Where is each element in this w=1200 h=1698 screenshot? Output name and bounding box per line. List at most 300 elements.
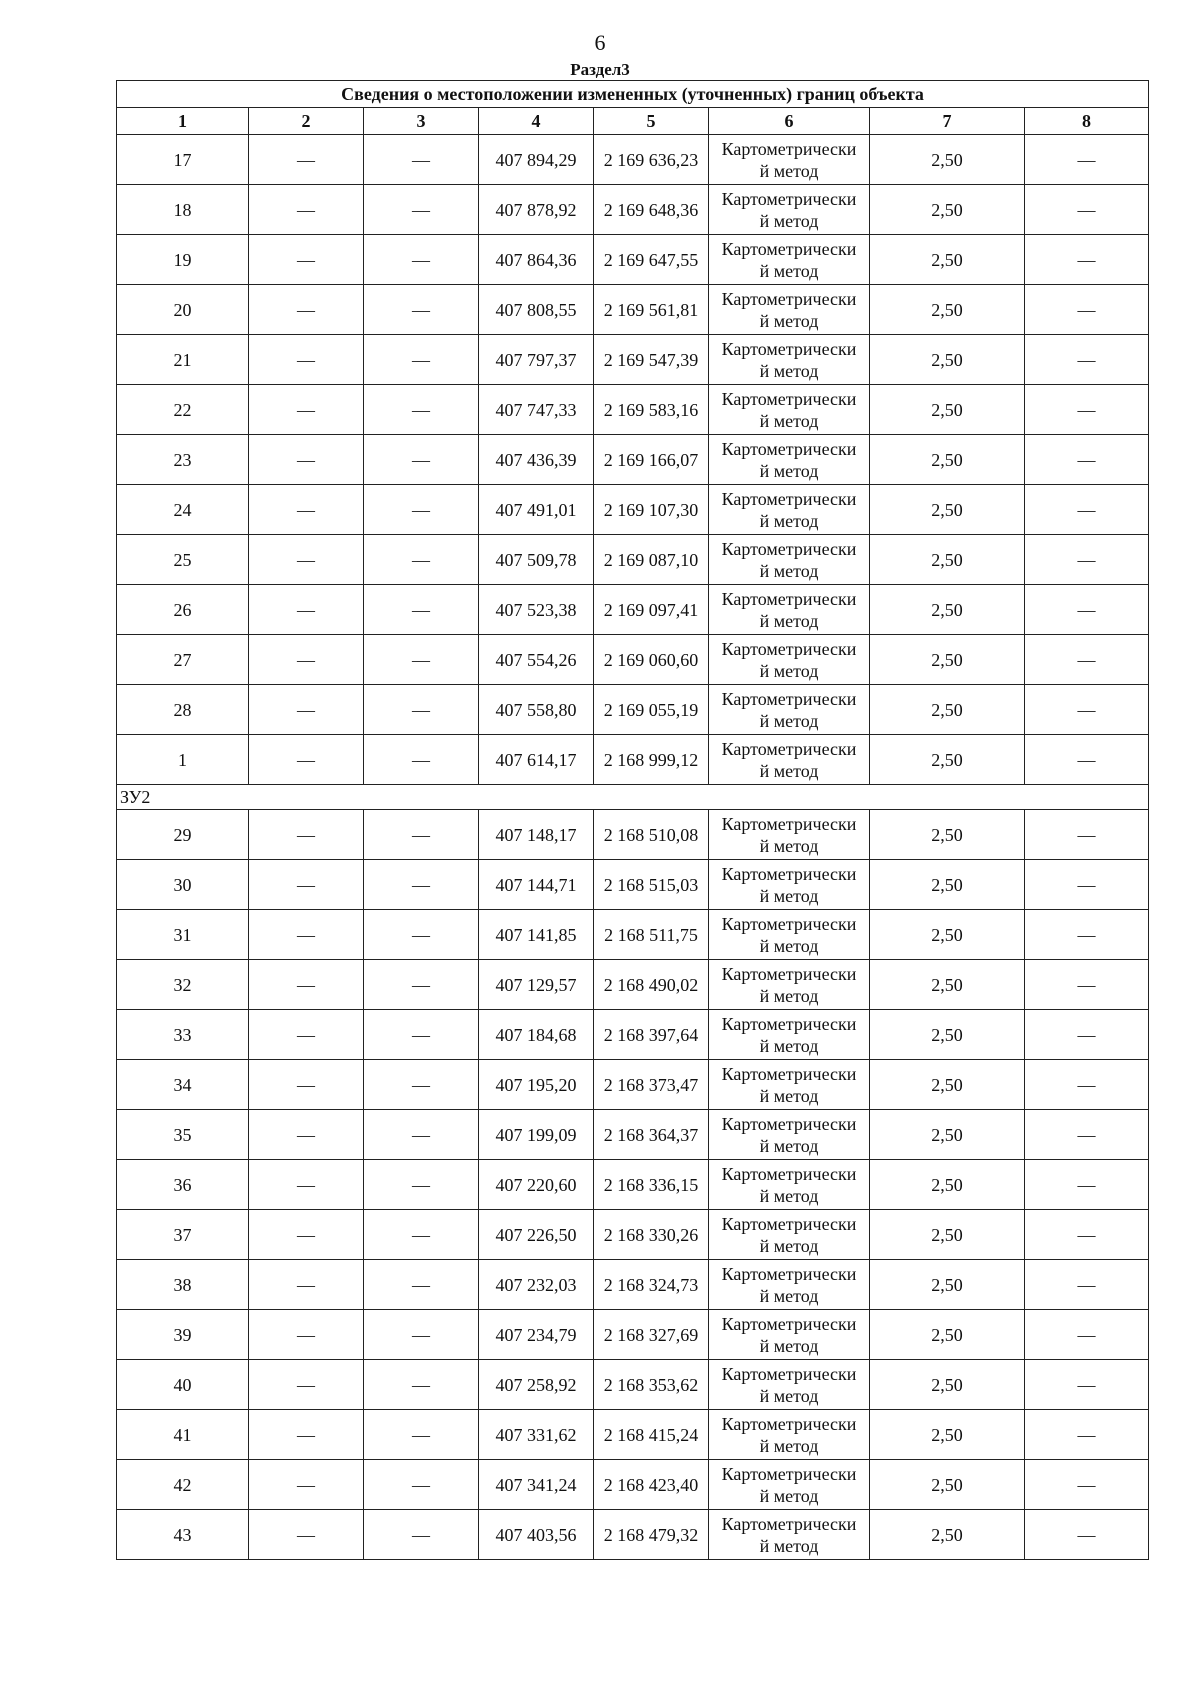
section-title: Раздел3 (570, 60, 630, 79)
method-cell (709, 535, 870, 585)
coord-y: 2 169 166,07 (594, 435, 709, 485)
method-line-2: й метод (759, 1335, 819, 1356)
coord-y: 2 168 336,15 (594, 1160, 709, 1210)
accuracy: 2,50 (870, 1260, 1025, 1310)
method-cell (709, 1210, 870, 1260)
col-2: — (249, 1060, 364, 1110)
coord-y: 2 169 097,41 (594, 585, 709, 635)
method-cell (709, 860, 870, 910)
coord-x: 407 195,20 (479, 1060, 594, 1110)
method-line-1: Картометрически (721, 1113, 857, 1134)
col-2: — (249, 485, 364, 535)
method-line-1: Картометрически (721, 188, 857, 209)
col-3: — (364, 1510, 479, 1560)
coord-y: 2 168 324,73 (594, 1260, 709, 1310)
method-line-2: й метод (759, 160, 819, 181)
col-8: — (1025, 685, 1149, 735)
point-number: 38 (117, 1260, 249, 1310)
page-number: 6 (594, 30, 606, 55)
table-row (117, 135, 1149, 185)
col-2: — (249, 1210, 364, 1260)
method-cell (709, 910, 870, 960)
column-header-3: 3 (364, 108, 479, 135)
col-2: — (249, 635, 364, 685)
point-number: 40 (117, 1360, 249, 1410)
col-3: — (364, 860, 479, 910)
method-line-1: Картометрически (721, 538, 857, 559)
col-8: — (1025, 1410, 1149, 1460)
col-8: — (1025, 960, 1149, 1010)
coord-y: 2 168 511,75 (594, 910, 709, 960)
accuracy: 2,50 (870, 810, 1025, 860)
col-2: — (249, 1510, 364, 1560)
coord-x: 407 226,50 (479, 1210, 594, 1260)
method-cell (709, 485, 870, 535)
col-3: — (364, 1410, 479, 1460)
coord-x: 407 129,57 (479, 960, 594, 1010)
method-line-1: Картометрически (721, 638, 857, 659)
accuracy: 2,50 (870, 135, 1025, 185)
table-row (117, 1360, 1149, 1410)
method-line-2: й метод (759, 885, 819, 906)
method-cell (709, 1260, 870, 1310)
coord-y: 2 168 327,69 (594, 1310, 709, 1360)
point-number: 24 (117, 485, 249, 535)
col-8: — (1025, 1310, 1149, 1360)
coord-y: 2 169 636,23 (594, 135, 709, 185)
table-row (117, 535, 1149, 585)
col-2: — (249, 285, 364, 335)
col-2: — (249, 685, 364, 735)
table-row (117, 1210, 1149, 1260)
coord-x: 407 234,79 (479, 1310, 594, 1360)
table-row (117, 385, 1149, 435)
method-line-2: й метод (759, 1485, 819, 1506)
accuracy: 2,50 (870, 1110, 1025, 1160)
coord-x: 407 258,92 (479, 1360, 594, 1410)
method-line-2: й метод (759, 760, 819, 781)
accuracy: 2,50 (870, 1310, 1025, 1360)
coord-x: 407 878,92 (479, 185, 594, 235)
col-2: — (249, 1410, 364, 1460)
method-cell (709, 185, 870, 235)
accuracy: 2,50 (870, 585, 1025, 635)
point-number: 36 (117, 1160, 249, 1210)
method-cell (709, 235, 870, 285)
table-row (117, 1510, 1149, 1560)
method-line-1: Картометрически (721, 1513, 857, 1534)
point-number: 19 (117, 235, 249, 285)
col-8: — (1025, 535, 1149, 585)
point-number: 30 (117, 860, 249, 910)
coord-y: 2 169 648,36 (594, 185, 709, 235)
coord-x: 407 341,24 (479, 1460, 594, 1510)
table-row (117, 1260, 1149, 1310)
coord-y: 2 168 415,24 (594, 1410, 709, 1460)
method-line-2: й метод (759, 1285, 819, 1306)
method-line-2: й метод (759, 710, 819, 731)
point-number: 29 (117, 810, 249, 860)
coord-x: 407 491,01 (479, 485, 594, 535)
col-2: — (249, 385, 364, 435)
method-cell (709, 960, 870, 1010)
coord-y: 2 168 515,03 (594, 860, 709, 910)
col-3: — (364, 635, 479, 685)
table-row (117, 435, 1149, 485)
coord-y: 2 168 510,08 (594, 810, 709, 860)
col-3: — (364, 435, 479, 485)
col-3: — (364, 1060, 479, 1110)
col-2: — (249, 910, 364, 960)
method-line-1: Картометрически (721, 338, 857, 359)
col-2: — (249, 735, 364, 785)
coord-x: 407 747,33 (479, 385, 594, 435)
col-3: — (364, 1110, 479, 1160)
method-line-2: й метод (759, 660, 819, 681)
group-label: ЗУ2 (117, 785, 1149, 810)
accuracy: 2,50 (870, 185, 1025, 235)
coord-y: 2 168 373,47 (594, 1060, 709, 1110)
column-header-4: 4 (479, 108, 594, 135)
accuracy: 2,50 (870, 635, 1025, 685)
col-2: — (249, 1110, 364, 1160)
coord-x: 407 144,71 (479, 860, 594, 910)
method-line-2: й метод (759, 1535, 819, 1556)
col-2: — (249, 535, 364, 585)
col-2: — (249, 335, 364, 385)
coord-y: 2 169 060,60 (594, 635, 709, 685)
point-number: 1 (117, 735, 249, 785)
coord-y: 2 169 561,81 (594, 285, 709, 335)
table-row (117, 485, 1149, 535)
method-line-2: й метод (759, 310, 819, 331)
method-line-2: й метод (759, 360, 819, 381)
col-2: — (249, 435, 364, 485)
col-2: — (249, 960, 364, 1010)
coord-y: 2 168 479,32 (594, 1510, 709, 1560)
method-line-1: Картометрически (721, 1163, 857, 1184)
method-line-1: Картометрически (721, 288, 857, 309)
point-number: 18 (117, 185, 249, 235)
table-row (117, 585, 1149, 635)
coord-x: 407 509,78 (479, 535, 594, 585)
method-line-1: Картометрически (721, 488, 857, 509)
coord-x: 407 148,17 (479, 810, 594, 860)
table-row (117, 1110, 1149, 1160)
col-8: — (1025, 485, 1149, 535)
table-row (117, 910, 1149, 960)
point-number: 22 (117, 385, 249, 435)
method-line-2: й метод (759, 1185, 819, 1206)
accuracy: 2,50 (870, 485, 1025, 535)
method-cell (709, 635, 870, 685)
table-row (117, 1460, 1149, 1510)
col-8: — (1025, 1360, 1149, 1410)
accuracy: 2,50 (870, 435, 1025, 485)
accuracy: 2,50 (870, 235, 1025, 285)
coord-y: 2 169 583,16 (594, 385, 709, 435)
method-line-1: Картометрически (721, 1363, 857, 1384)
coord-x: 407 220,60 (479, 1160, 594, 1210)
point-number: 43 (117, 1510, 249, 1560)
column-header-7: 7 (870, 108, 1025, 135)
coord-x: 407 554,26 (479, 635, 594, 685)
method-cell (709, 1060, 870, 1110)
coord-x: 407 232,03 (479, 1260, 594, 1310)
accuracy: 2,50 (870, 735, 1025, 785)
col-8: — (1025, 1060, 1149, 1110)
accuracy: 2,50 (870, 960, 1025, 1010)
method-line-1: Картометрически (721, 1463, 857, 1484)
method-cell (709, 335, 870, 385)
col-8: — (1025, 285, 1149, 335)
point-number: 23 (117, 435, 249, 485)
table-row (117, 860, 1149, 910)
col-8: — (1025, 135, 1149, 185)
accuracy: 2,50 (870, 685, 1025, 735)
coord-x: 407 894,29 (479, 135, 594, 185)
point-number: 21 (117, 335, 249, 385)
point-number: 41 (117, 1410, 249, 1460)
table-caption: Сведения о местоположении измененных (уточненных) границ объекта (117, 81, 1149, 108)
point-number: 35 (117, 1110, 249, 1160)
coord-y: 2 168 397,64 (594, 1010, 709, 1060)
coord-y: 2 168 490,02 (594, 960, 709, 1010)
method-line-1: Картометрически (721, 738, 857, 759)
accuracy: 2,50 (870, 535, 1025, 585)
coord-x: 407 141,85 (479, 910, 594, 960)
col-3: — (364, 910, 479, 960)
coord-y: 2 169 055,19 (594, 685, 709, 735)
col-3: — (364, 810, 479, 860)
point-number: 32 (117, 960, 249, 1010)
method-line-2: й метод (759, 560, 819, 581)
point-number: 33 (117, 1010, 249, 1060)
coord-x: 407 614,17 (479, 735, 594, 785)
method-line-1: Картометрически (721, 1013, 857, 1034)
col-8: — (1025, 735, 1149, 785)
col-8: — (1025, 235, 1149, 285)
coord-y: 2 169 087,10 (594, 535, 709, 585)
accuracy: 2,50 (870, 285, 1025, 335)
method-line-1: Картометрически (721, 1063, 857, 1084)
coord-y: 2 168 999,12 (594, 735, 709, 785)
method-line-1: Картометрически (721, 1313, 857, 1334)
coord-y: 2 168 364,37 (594, 1110, 709, 1160)
table-row (117, 960, 1149, 1010)
coord-x: 407 331,62 (479, 1410, 594, 1460)
method-line-2: й метод (759, 985, 819, 1006)
table-body (117, 135, 1149, 1560)
coord-y: 2 169 107,30 (594, 485, 709, 535)
method-line-1: Картометрически (721, 913, 857, 934)
method-line-1: Картометрически (721, 963, 857, 984)
point-number: 28 (117, 685, 249, 735)
method-cell (709, 1360, 870, 1410)
method-line-2: й метод (759, 210, 819, 231)
point-number: 42 (117, 1460, 249, 1510)
method-line-2: й метод (759, 1085, 819, 1106)
col-3: — (364, 335, 479, 385)
col-3: — (364, 1210, 479, 1260)
col-8: — (1025, 635, 1149, 685)
accuracy: 2,50 (870, 1210, 1025, 1260)
point-number: 20 (117, 285, 249, 335)
method-cell (709, 1110, 870, 1160)
method-line-1: Картометрически (721, 238, 857, 259)
method-cell (709, 385, 870, 435)
method-cell (709, 735, 870, 785)
col-3: — (364, 485, 479, 535)
accuracy: 2,50 (870, 1460, 1025, 1510)
column-header-1: 1 (117, 108, 249, 135)
method-cell (709, 1460, 870, 1510)
method-line-1: Картометрически (721, 388, 857, 409)
coord-x: 407 797,37 (479, 335, 594, 385)
table-row (117, 235, 1149, 285)
coord-y: 2 169 547,39 (594, 335, 709, 385)
coord-x: 407 808,55 (479, 285, 594, 335)
accuracy: 2,50 (870, 1360, 1025, 1410)
column-header-8: 8 (1025, 108, 1149, 135)
method-line-2: й метод (759, 1435, 819, 1456)
method-cell (709, 1510, 870, 1560)
col-8: — (1025, 435, 1149, 485)
col-3: — (364, 735, 479, 785)
method-line-2: й метод (759, 835, 819, 856)
col-8: — (1025, 385, 1149, 435)
point-number: 17 (117, 135, 249, 185)
col-3: — (364, 1360, 479, 1410)
accuracy: 2,50 (870, 1160, 1025, 1210)
col-8: — (1025, 1460, 1149, 1510)
method-line-1: Картометрически (721, 1263, 857, 1284)
method-line-1: Картометрически (721, 688, 857, 709)
table-row (117, 1310, 1149, 1360)
method-cell (709, 1010, 870, 1060)
col-8: — (1025, 1160, 1149, 1210)
point-number: 31 (117, 910, 249, 960)
method-line-2: й метод (759, 460, 819, 481)
coord-x: 407 436,39 (479, 435, 594, 485)
col-3: — (364, 1160, 479, 1210)
coord-x: 407 199,09 (479, 1110, 594, 1160)
point-number: 34 (117, 1060, 249, 1110)
method-cell (709, 1310, 870, 1360)
method-line-2: й метод (759, 410, 819, 431)
col-2: — (249, 1010, 364, 1060)
column-header-5: 5 (594, 108, 709, 135)
col-2: — (249, 1260, 364, 1310)
method-line-1: Картометрически (721, 138, 857, 159)
col-3: — (364, 385, 479, 435)
method-line-2: й метод (759, 260, 819, 281)
col-2: — (249, 810, 364, 860)
col-8: — (1025, 1110, 1149, 1160)
col-3: — (364, 1010, 479, 1060)
accuracy: 2,50 (870, 1010, 1025, 1060)
col-2: — (249, 1460, 364, 1510)
method-line-2: й метод (759, 510, 819, 531)
coord-x: 407 184,68 (479, 1010, 594, 1060)
col-3: — (364, 135, 479, 185)
coord-y: 2 169 647,55 (594, 235, 709, 285)
method-cell (709, 285, 870, 335)
col-3: — (364, 235, 479, 285)
table-row (117, 335, 1149, 385)
method-cell (709, 585, 870, 635)
col-3: — (364, 685, 479, 735)
col-8: — (1025, 1510, 1149, 1560)
accuracy: 2,50 (870, 1060, 1025, 1110)
point-number: 37 (117, 1210, 249, 1260)
accuracy: 2,50 (870, 335, 1025, 385)
col-8: — (1025, 585, 1149, 635)
table-row (117, 1010, 1149, 1060)
coord-y: 2 168 353,62 (594, 1360, 709, 1410)
col-2: — (249, 585, 364, 635)
accuracy: 2,50 (870, 1510, 1025, 1560)
col-3: — (364, 185, 479, 235)
column-header-2: 2 (249, 108, 364, 135)
coord-y: 2 168 423,40 (594, 1460, 709, 1510)
method-cell (709, 810, 870, 860)
coord-y: 2 168 330,26 (594, 1210, 709, 1260)
table-row (117, 185, 1149, 235)
col-8: — (1025, 1010, 1149, 1060)
col-2: — (249, 135, 364, 185)
table-row (117, 1160, 1149, 1210)
table-row (117, 1060, 1149, 1110)
col-8: — (1025, 1210, 1149, 1260)
col-3: — (364, 285, 479, 335)
col-3: — (364, 1260, 479, 1310)
method-line-2: й метод (759, 1035, 819, 1056)
accuracy: 2,50 (870, 1410, 1025, 1460)
col-8: — (1025, 860, 1149, 910)
method-cell (709, 1410, 870, 1460)
method-line-1: Картометрически (721, 438, 857, 459)
coord-x: 407 523,38 (479, 585, 594, 635)
col-8: — (1025, 1260, 1149, 1310)
col-2: — (249, 235, 364, 285)
table-caption-row (117, 81, 1149, 108)
col-2: — (249, 1360, 364, 1410)
table-row (117, 735, 1149, 785)
method-cell (709, 1160, 870, 1210)
col-2: — (249, 1310, 364, 1360)
col-8: — (1025, 910, 1149, 960)
method-cell (709, 135, 870, 185)
point-number: 26 (117, 585, 249, 635)
method-line-2: й метод (759, 935, 819, 956)
method-line-2: й метод (759, 1235, 819, 1256)
col-8: — (1025, 185, 1149, 235)
method-line-1: Картометрически (721, 863, 857, 884)
method-line-1: Картометрически (721, 813, 857, 834)
method-line-1: Картометрически (721, 588, 857, 609)
accuracy: 2,50 (870, 860, 1025, 910)
col-8: — (1025, 335, 1149, 385)
col-3: — (364, 1460, 479, 1510)
method-line-1: Картометрически (721, 1213, 857, 1234)
table-row (117, 285, 1149, 335)
col-2: — (249, 185, 364, 235)
col-2: — (249, 860, 364, 910)
method-cell (709, 685, 870, 735)
col-3: — (364, 960, 479, 1010)
col-3: — (364, 585, 479, 635)
